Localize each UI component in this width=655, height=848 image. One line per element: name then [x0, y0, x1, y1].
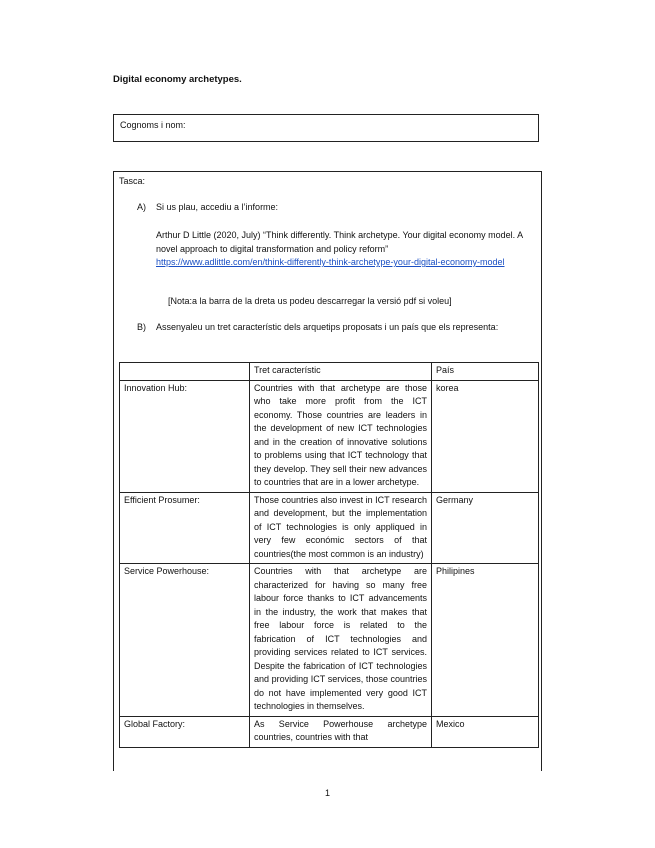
name-field-label: Cognoms i nom:	[120, 120, 186, 130]
trait-cell[interactable]: Countries with that archetype are characterized for having so many free labour force thanks to ICT advancements in the industry, the work that makes that free labour force is related to the fabrication of ICT technologies and providing services related to ICT services. Despite the fabrication of ICT technologies and providing ICT services, those countries do not have implemented very good ICT technologies in themselves.	[250, 564, 432, 717]
header-country: País	[432, 363, 539, 381]
country-cell[interactable]: Germany	[432, 492, 539, 564]
name-field-box[interactable]	[113, 114, 539, 142]
citation-text: Arthur D Little (2020, July) “Think differently. Think archetype. Your digital economy model. A novel approach to digital transformation and policy reform”	[156, 230, 523, 254]
report-link[interactable]: https://www.adlittle.com/en/think-differently-think-archetype-your-digital-economy-model	[156, 257, 505, 267]
task-box	[113, 171, 542, 771]
archetype-cell: Service Powerhouse:	[120, 564, 250, 717]
trait-cell[interactable]: As Service Powerhouse archetype countries, countries with that	[250, 716, 432, 747]
task-label: Tasca:	[119, 176, 146, 186]
table-row	[120, 492, 539, 564]
country-cell[interactable]: Mexico	[432, 716, 539, 747]
table-row	[120, 564, 539, 717]
trait-cell[interactable]: Countries with that archetype are those who take more profit from the ICT economy. Those countries are leaders in the development of new ICT technologies and in the creation of innovative solutions to problems using that ICT technology that they develop. They sell their new advances to countries that are in a lower archetype.	[250, 380, 432, 492]
item-a-letter: A)	[137, 202, 146, 212]
archetype-cell: Global Factory:	[120, 716, 250, 747]
page-number: 1	[324, 788, 330, 798]
item-b-text: Assenyaleu un tret característic dels arquetips proposats i un país que els representa:	[156, 322, 499, 332]
document-title: Digital economy archetypes.	[113, 74, 242, 85]
archetype-cell: Efficient Prosumer:	[120, 492, 250, 564]
table-header-row	[120, 363, 539, 381]
archetypes-table	[119, 362, 539, 748]
country-cell[interactable]: Philipines	[432, 564, 539, 717]
download-note: [Nota:a la barra de la dreta us podeu descarregar la versió pdf si voleu]	[168, 296, 452, 306]
header-trait: Tret característic	[250, 363, 432, 381]
trait-cell[interactable]: Those countries also invest in ICT research and development, but the implementation of ICT technologies is only appliqued in very few económic sectors of that countries(the most common is an industry)	[250, 492, 432, 564]
item-b-letter: B)	[137, 322, 146, 332]
archetype-cell: Innovation Hub:	[120, 380, 250, 492]
table-row	[120, 716, 539, 747]
country-cell[interactable]: korea	[432, 380, 539, 492]
citation	[156, 229, 536, 270]
header-archetype	[120, 363, 250, 381]
table-row	[120, 380, 539, 492]
item-a-text: Si us plau, accediu a l’informe:	[156, 202, 279, 212]
